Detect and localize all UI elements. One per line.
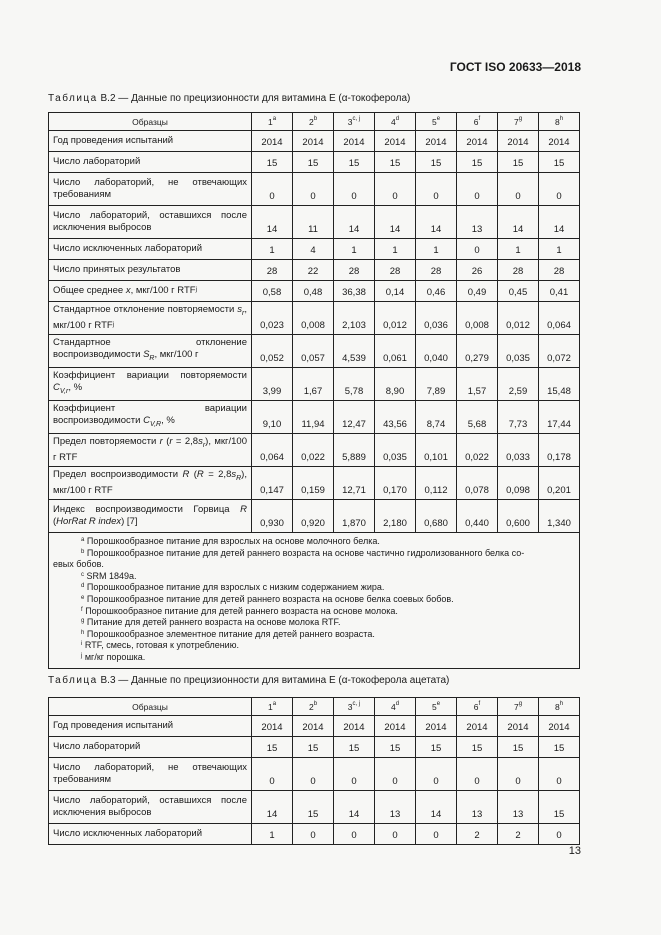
value-cell: 15 [539, 737, 580, 758]
value-cell: 2,59 [498, 368, 539, 401]
value-cell: 12,47 [334, 401, 375, 434]
value-cell: 0 [498, 758, 539, 791]
footnote-text: мг/кг порошка. [84, 651, 146, 662]
footnote-mark: e [81, 594, 85, 601]
sample-header-2 [293, 113, 334, 131]
value-cell: 0 [375, 824, 416, 845]
sample-header-6 [457, 698, 498, 716]
value-cell: 15 [457, 737, 498, 758]
value-cell: 0,061 [375, 335, 416, 368]
sample-header-1 [252, 698, 293, 716]
value-cell: 15 [334, 152, 375, 173]
row-label: Год проведения испытаний [49, 716, 252, 737]
value-cell: 11 [293, 206, 334, 239]
sample-number: 5 [431, 116, 437, 127]
value-cell: 0,008 [293, 302, 334, 335]
value-cell: 0 [457, 173, 498, 206]
row-label: Индекс воспроизводимости Горвица R (HorRat R index) [7] [49, 500, 252, 533]
value-cell: 13 [498, 791, 539, 824]
row-label: Число лабораторий, оставшихся после исключения выбросов [49, 206, 252, 239]
footnote-text: RTF, смесь, готовая к употреблению. [84, 640, 239, 651]
sample-number: 4 [390, 116, 396, 127]
row-label: Стандартное отклонение воспроизводимости $S_R$, мкг/100 г [49, 335, 252, 368]
row-label: Предел воспроизводимости R $(R = 2,8s_R)$, мкг/100 г RTF [49, 467, 252, 500]
value-cell: 0,46 [416, 281, 457, 302]
table-row [49, 131, 580, 152]
footnote-mark: b [81, 548, 85, 555]
value-cell: 0,064 [252, 434, 293, 467]
footnote [53, 629, 575, 641]
table-b3-caption [48, 675, 449, 686]
row-label: Число принятых результатов [49, 260, 252, 281]
value-cell: 0,147 [252, 467, 293, 500]
value-cell: 0,101 [416, 434, 457, 467]
footnote-mark: j [81, 652, 83, 659]
value-cell: 2014 [252, 716, 293, 737]
value-cell: 0,052 [252, 335, 293, 368]
sample-header-7 [498, 698, 539, 716]
row-label: Число лабораторий [49, 737, 252, 758]
value-cell: 2 [498, 824, 539, 845]
value-cell: 0 [334, 173, 375, 206]
value-cell: 0,078 [457, 467, 498, 500]
precision-table-b2 [48, 112, 580, 669]
value-cell: 7,89 [416, 368, 457, 401]
table-row [49, 206, 580, 239]
footnote-mark: c [81, 571, 84, 578]
row-label: Предел повторяемости r $(r = 2,8s_r)$, мкг/100 г RTF [49, 434, 252, 467]
value-cell: 0,170 [375, 467, 416, 500]
value-cell: 0 [252, 173, 293, 206]
value-cell: 0,022 [293, 434, 334, 467]
value-cell: 0,008 [457, 302, 498, 335]
row-label: Число лабораторий, оставшихся после исключения выбросов [49, 791, 252, 824]
value-cell: 43,56 [375, 401, 416, 434]
footnote [53, 582, 575, 594]
value-cell: 14 [334, 206, 375, 239]
sample-footnote-mark: f [478, 115, 481, 122]
value-cell: 3,99 [252, 368, 293, 401]
footnote [53, 594, 575, 606]
value-cell: 0,033 [498, 434, 539, 467]
sample-number: 8 [554, 701, 560, 712]
sample-header-3 [334, 698, 375, 716]
sample-number: 3 [347, 116, 353, 127]
value-cell: 0,023 [252, 302, 293, 335]
value-cell: 1 [498, 239, 539, 260]
value-cell: 0,600 [498, 500, 539, 533]
value-cell: 0 [539, 824, 580, 845]
value-cell: 22 [293, 260, 334, 281]
value-cell: 15 [375, 737, 416, 758]
sample-header-6 [457, 113, 498, 131]
value-cell: 0 [293, 173, 334, 206]
table-b2-caption [48, 93, 410, 104]
row-label: Коэффициент вариации повторяемости $C_{V,r}$, % [49, 368, 252, 401]
footnote [53, 640, 575, 652]
sample-header-7 [498, 113, 539, 131]
value-cell: 15,48 [539, 368, 580, 401]
sample-number: 2 [308, 701, 314, 712]
value-cell: 14 [375, 206, 416, 239]
value-cell: 0 [293, 758, 334, 791]
value-cell: 15 [252, 737, 293, 758]
value-cell: 0,036 [416, 302, 457, 335]
sample-footnote-mark: d [395, 700, 400, 707]
footnote-mark: f [81, 606, 83, 613]
value-cell: 0,440 [457, 500, 498, 533]
sample-number: 4 [390, 701, 396, 712]
value-cell: 2014 [293, 716, 334, 737]
row-label: Общее среднее x, мкг/100 г RTF$^j$ [49, 281, 252, 302]
sample-number: 6 [473, 701, 479, 712]
sample-footnote-mark: h [559, 115, 564, 122]
value-cell: 2014 [457, 716, 498, 737]
value-cell: 15 [293, 737, 334, 758]
value-cell: 0,012 [375, 302, 416, 335]
value-cell: 0,930 [252, 500, 293, 533]
value-cell: 2014 [293, 131, 334, 152]
value-cell: 0,112 [416, 467, 457, 500]
value-cell: 9,10 [252, 401, 293, 434]
value-cell: 36,38 [334, 281, 375, 302]
value-cell: 0,012 [498, 302, 539, 335]
value-cell: 14 [334, 791, 375, 824]
value-cell: 15 [293, 791, 334, 824]
sample-footnote-mark: g [518, 115, 523, 122]
sample-header-3 [334, 113, 375, 131]
sample-footnote-mark: h [559, 700, 564, 707]
value-cell: 0,035 [375, 434, 416, 467]
table-header-row [49, 698, 580, 716]
value-cell: 0,279 [457, 335, 498, 368]
value-cell: 0 [457, 239, 498, 260]
value-cell: 1,67 [293, 368, 334, 401]
value-cell: 17,44 [539, 401, 580, 434]
value-cell: 5,889 [334, 434, 375, 467]
sample-footnote-mark: c, j [352, 700, 361, 707]
value-cell: 1 [252, 824, 293, 845]
caption-prefix: Таблица [48, 675, 98, 686]
value-cell: 0 [416, 173, 457, 206]
value-cell: 0,057 [293, 335, 334, 368]
footnote-text: Порошкообразное питание для детей раннего возраста на основе белка соевых бобов. [86, 593, 454, 604]
value-cell: 0,48 [293, 281, 334, 302]
value-cell: 2 [457, 824, 498, 845]
footnote-text: Питание для детей раннего возраста на основе молока RTF. [86, 617, 341, 628]
value-cell: 28 [334, 260, 375, 281]
value-cell: 15 [416, 152, 457, 173]
footnote-text: Порошкообразное питание для взрослых с низким содержанием жира. [86, 582, 385, 593]
table-row [49, 434, 580, 467]
value-cell: 0 [539, 758, 580, 791]
value-cell: 14 [498, 206, 539, 239]
sample-header-4 [375, 113, 416, 131]
value-cell: 0,072 [539, 335, 580, 368]
value-cell: 1,870 [334, 500, 375, 533]
value-cell: 15 [457, 152, 498, 173]
sample-footnote-mark: e [436, 700, 441, 707]
table-row [49, 173, 580, 206]
value-cell: 0,49 [457, 281, 498, 302]
value-cell: 4 [293, 239, 334, 260]
value-cell: 0,040 [416, 335, 457, 368]
value-cell: 2014 [334, 131, 375, 152]
sample-footnote-mark: f [478, 700, 481, 707]
sample-footnote-mark: e [436, 115, 441, 122]
value-cell: 15 [498, 152, 539, 173]
value-cell: 15 [334, 737, 375, 758]
sample-header-4 [375, 698, 416, 716]
value-cell: 14 [252, 791, 293, 824]
sample-footnote-mark: b [313, 115, 318, 122]
footnote-mark: a [81, 537, 85, 543]
value-cell: 13 [375, 791, 416, 824]
value-cell: 2014 [457, 131, 498, 152]
precision-table-b3 [48, 697, 580, 845]
value-cell: 0,178 [539, 434, 580, 467]
value-cell: 5,78 [334, 368, 375, 401]
sample-header-5 [416, 113, 457, 131]
footnote-mark: h [81, 629, 85, 636]
table-row [49, 824, 580, 845]
sample-number: 2 [308, 116, 314, 127]
row-label: Число исключенных лабораторий [49, 239, 252, 260]
value-cell: 0,14 [375, 281, 416, 302]
value-cell: 8,74 [416, 401, 457, 434]
value-cell: 15 [539, 152, 580, 173]
value-cell: 1 [539, 239, 580, 260]
value-cell: 15 [293, 152, 334, 173]
value-cell: 2014 [252, 131, 293, 152]
footnote-text: Порошкообразное питание для детей раннего возраста на основе частично гидролизованного белка со- [86, 547, 525, 558]
footnote-mark: g [81, 618, 85, 625]
value-cell: 15 [252, 152, 293, 173]
value-cell: 0 [457, 758, 498, 791]
value-cell: 1,340 [539, 500, 580, 533]
value-cell: 2014 [416, 716, 457, 737]
footnote-text: Порошкообразное питание для детей раннего возраста на основе молока. [85, 605, 398, 616]
value-cell: 2014 [498, 131, 539, 152]
value-cell: 0 [293, 824, 334, 845]
row-label: Число лабораторий, не отвечающих требованиям [49, 173, 252, 206]
table-row [49, 260, 580, 281]
document-header: ГОСТ ISO 20633—2018 [449, 60, 581, 74]
sample-number: 1 [267, 701, 273, 712]
value-cell: 2,103 [334, 302, 375, 335]
table-header-row [49, 113, 580, 131]
value-cell: 1 [252, 239, 293, 260]
value-cell: 14 [416, 206, 457, 239]
table-row [49, 239, 580, 260]
sample-footnote-mark: b [313, 700, 318, 707]
value-cell: 4,539 [334, 335, 375, 368]
value-cell: 0,58 [252, 281, 293, 302]
sample-header-5 [416, 698, 457, 716]
footnote-mark: i [81, 641, 83, 648]
footnote [53, 617, 575, 629]
footnote [53, 548, 575, 560]
caption-text: В.2 — Данные по прецизионности для витамина Е (α-токоферола) [97, 93, 411, 104]
value-cell: 0 [416, 758, 457, 791]
value-cell: 0,035 [498, 335, 539, 368]
value-cell: 0 [334, 758, 375, 791]
sample-header-8 [539, 113, 580, 131]
value-cell: 1 [416, 239, 457, 260]
value-cell: 15 [539, 791, 580, 824]
sample-number: 6 [473, 116, 479, 127]
value-cell: 0,022 [457, 434, 498, 467]
sample-header-8 [539, 698, 580, 716]
value-cell: 2014 [539, 716, 580, 737]
value-cell: 14 [416, 791, 457, 824]
value-cell: 0,201 [539, 467, 580, 500]
footnote-text: SRM 1849a. [86, 570, 137, 581]
value-cell: 1 [334, 239, 375, 260]
sample-number: 3 [347, 701, 353, 712]
value-cell: 2014 [334, 716, 375, 737]
value-cell: 2014 [498, 716, 539, 737]
row-label: Коэффициент вариации воспроизводимости $C_{V,R}$, % [49, 401, 252, 434]
value-cell: 13 [457, 206, 498, 239]
value-cell: 0 [539, 173, 580, 206]
row-label: Число исключенных лабораторий [49, 824, 252, 845]
value-cell: 0,159 [293, 467, 334, 500]
value-cell: 0,680 [416, 500, 457, 533]
footnote-text: Порошкообразное элементное питание для детей раннего возраста. [86, 628, 375, 639]
table-row [49, 758, 580, 791]
footnote [53, 606, 575, 618]
sample-header-2 [293, 698, 334, 716]
table-row [49, 716, 580, 737]
value-cell: 28 [375, 260, 416, 281]
sample-footnote-mark: a [272, 115, 277, 122]
value-cell: 7,73 [498, 401, 539, 434]
value-cell: 2014 [539, 131, 580, 152]
table-row [49, 368, 580, 401]
table-row [49, 401, 580, 434]
value-cell: 2014 [416, 131, 457, 152]
sample-number: 1 [267, 116, 273, 127]
value-cell: 15 [498, 737, 539, 758]
footnote-text: Порошкообразное питание для взрослых на основе молочного белка. [86, 536, 380, 546]
value-cell: 28 [498, 260, 539, 281]
table-row [49, 335, 580, 368]
footnote [53, 536, 575, 548]
value-cell: 5,68 [457, 401, 498, 434]
value-cell: 0,41 [539, 281, 580, 302]
table-row [49, 500, 580, 533]
value-cell: 0 [498, 173, 539, 206]
value-cell: 0,098 [498, 467, 539, 500]
value-cell: 2,180 [375, 500, 416, 533]
value-cell: 26 [457, 260, 498, 281]
value-cell: 1 [375, 239, 416, 260]
value-cell: 15 [416, 737, 457, 758]
sample-header-1 [252, 113, 293, 131]
value-cell: 0 [334, 824, 375, 845]
sample-number: 5 [431, 701, 437, 712]
samples-header: Образцы [49, 113, 252, 131]
value-cell: 11,94 [293, 401, 334, 434]
table-row [49, 302, 580, 335]
footnotes [49, 533, 580, 669]
sample-footnote-mark: a [272, 700, 277, 707]
value-cell: 2014 [375, 716, 416, 737]
value-cell: 14 [252, 206, 293, 239]
value-cell: 0 [416, 824, 457, 845]
row-label: Число лабораторий, не отвечающих требованиям [49, 758, 252, 791]
row-label: Год проведения испытаний [49, 131, 252, 152]
value-cell: 0 [375, 758, 416, 791]
table-row [49, 281, 580, 302]
footnote [53, 571, 575, 583]
value-cell: 0,45 [498, 281, 539, 302]
value-cell: 28 [539, 260, 580, 281]
value-cell: 12,71 [334, 467, 375, 500]
value-cell: 0 [375, 173, 416, 206]
value-cell: 28 [416, 260, 457, 281]
caption-text: В.3 — Данные по прецизионности для витамина Е (α-токоферола ацетата) [97, 675, 450, 686]
value-cell: 1,57 [457, 368, 498, 401]
page-number: 13 [568, 845, 581, 857]
row-label: Число лабораторий [49, 152, 252, 173]
sample-number: 8 [554, 116, 560, 127]
value-cell: 8,90 [375, 368, 416, 401]
value-cell: 2014 [375, 131, 416, 152]
sample-footnote-mark: g [518, 700, 523, 707]
footnote-continuation: евых бобов. [53, 559, 104, 570]
value-cell: 0,064 [539, 302, 580, 335]
value-cell: 13 [457, 791, 498, 824]
footnote-mark: d [81, 583, 85, 590]
sample-number: 7 [513, 116, 519, 127]
value-cell: 0,920 [293, 500, 334, 533]
table-row [49, 467, 580, 500]
footnote [53, 652, 575, 664]
value-cell: 0 [252, 758, 293, 791]
table-row [49, 152, 580, 173]
sample-number: 7 [513, 701, 519, 712]
sample-footnote-mark: c, j [352, 115, 361, 122]
value-cell: 28 [252, 260, 293, 281]
caption-prefix: Таблица [48, 93, 98, 104]
row-label: Стандартное отклонение повторяемости $s_r$, мкг/100 г RTF$^j$ [49, 302, 252, 335]
samples-header: Образцы [49, 698, 252, 716]
value-cell: 14 [539, 206, 580, 239]
sample-footnote-mark: d [395, 115, 400, 122]
footnotes-row [49, 533, 580, 669]
table-row [49, 791, 580, 824]
value-cell: 15 [375, 152, 416, 173]
table-row [49, 737, 580, 758]
